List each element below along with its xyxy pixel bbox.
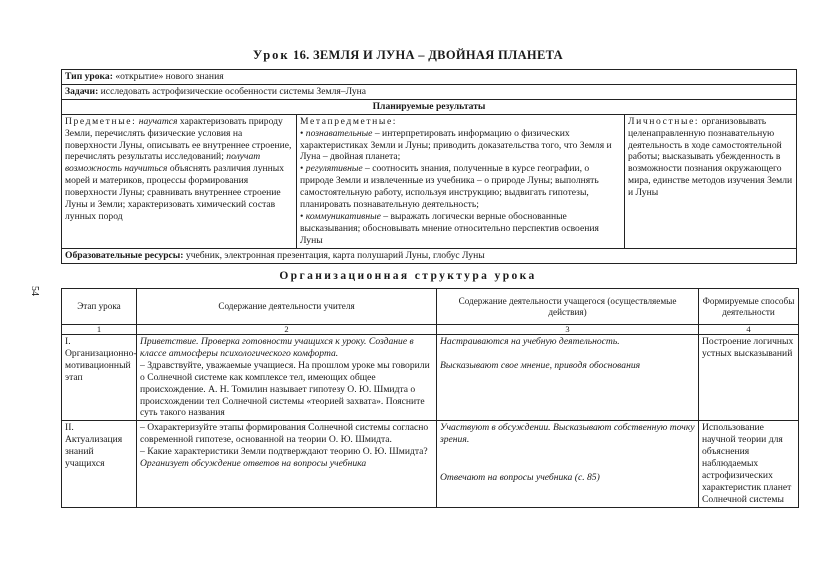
header-stage: Этап урока <box>62 289 137 325</box>
subject-text-2: объяснять различия лунных морей и материков, процессы формирования поверхности Луны; сравнивать внутреннее строение Луны и Земли; характеризовать химический состав лунных пород <box>65 163 285 222</box>
personal-results-cell <box>625 114 797 248</box>
teacher-cell <box>137 421 437 507</box>
student-text-1: Настраиваются на учебную деятельность. <box>440 336 620 347</box>
student-text-2: Отвечают на вопросы учебника (с. 85) <box>440 472 600 484</box>
personal-results-label: Личностные: <box>628 115 700 127</box>
stage-cell: I. Организационно-мотивационный этап <box>62 335 137 421</box>
personal-results-text: организовывать целенаправленную познавательную деятельность в ходе самостоятельной работы; высказывать убежденность в возможности познания окружающего мира, единстве методов изучения Земли и Луны <box>628 115 793 199</box>
regulatory-label: регулятивные <box>305 163 363 175</box>
cognitive-text: – интерпретировать информацию о физических характеристиках Земли и Луны; приводить доказательства того, что Земля и Луна – двойная планета; <box>300 127 612 163</box>
subject-results-cell <box>62 114 297 248</box>
student-text-2: Высказывают свое мнение, приводя обоснования <box>440 359 641 371</box>
lesson-plan-table <box>61 69 797 264</box>
cognitive-label: познавательные <box>305 127 373 139</box>
structure-header-row <box>62 289 799 325</box>
resources-label: Образовательные ресурсы: <box>65 249 184 261</box>
lesson-title-text: 16. ЗЕМЛЯ И ЛУНА – ДВОЙНАЯ ПЛАНЕТА <box>293 48 563 62</box>
tasks-label: Задачи: <box>65 85 99 97</box>
tasks-row <box>62 84 797 99</box>
lesson-title <box>0 48 816 63</box>
page-number: 54 <box>29 286 40 296</box>
header-methods: Формируемые способы деятельности <box>699 289 799 325</box>
meta-results-cell: Метапредметные: • познавательные – интерпретировать информацию о физических характеристиках Земли и Луны; приводить доказательства того, что Земля и Луна – двойная планета; • регулятивные – соотносить знания, полученные в курсе географии, о природе Земли и извлеченные из учебника – о природе Луны; выполнять самостоятельную работу, используя инструкцию; выдвигать гипотезы, планировать познавательную деятельность; • коммуникативные – выражать логически верные обоснованные высказывания; обосновывать мнение относительно перспектив освоения Луны <box>297 114 625 248</box>
subject-intro-italic: научатся <box>138 115 178 127</box>
resources-value: учебник, электронная презентация, карта полушарий Луны, глобус Луны <box>185 249 485 261</box>
methods-cell: Построение логичных устных высказываний <box>699 335 799 421</box>
student-cell <box>437 421 699 507</box>
tasks-value: исследовать астрофизические особенности системы Земля–Луна <box>100 85 367 97</box>
col-number: 2 <box>137 325 437 335</box>
subject-results-label: Предметные: <box>65 115 137 127</box>
regulatory-text: – соотносить знания, полученные в курсе географии, о природе Земли и извлеченные из учебника – о природе Луны; выполнять самостоятельную работу, используя инструкцию; выдвигать гипотезы, планировать познавательную деятельность; <box>300 163 599 211</box>
lesson-structure-table <box>61 288 799 508</box>
col-number: 4 <box>699 325 799 335</box>
teacher-text: – Здравствуйте, уважаемые учащиеся. На прошлом уроке мы говорили о Солнечной системе как комплексе тел, имеющих общее происхождение. А. Н. Томилин называет гипотезу О. Ю. Шмидта о происхождении тел Солнечной системы «теорией захвата». Поясните суть такого названия <box>140 359 430 419</box>
stage-cell: II. Актуализация знаний учащихся <box>62 421 137 507</box>
table-row <box>62 335 799 421</box>
header-teacher: Содержание деятельности учителя <box>137 289 437 325</box>
col-number: 3 <box>437 325 699 335</box>
table-row <box>62 421 799 507</box>
lesson-type-row <box>62 70 797 85</box>
resources-row <box>62 248 797 263</box>
column-numbers-row <box>62 325 799 335</box>
lesson-type-label: Тип урока: <box>65 71 113 82</box>
teacher-text-1: – Охарактеризуйте этапы формирования Солнечной системы согласно современной гипотезе, основанной на теории О. Ю. Шмидта. <box>140 422 429 446</box>
planned-results-header-row <box>62 99 797 114</box>
structure-title: Организационная структура урока <box>279 270 537 282</box>
planned-results-header: Планируемые результаты <box>62 99 797 114</box>
subject-mid-italic: получат возможность научиться <box>65 151 261 175</box>
teacher-italic: Организует обсуждение ответов на вопросы учебника <box>140 458 367 470</box>
header-student: Содержание деятельности учащегося (осуществляемые действия) <box>437 289 699 325</box>
teacher-italic: Приветствие. Проверка готовности учащихся к уроку. Создание в классе атмосферы психологического комфорта. <box>140 336 414 359</box>
communicative-label: коммуникативные <box>305 210 381 222</box>
communicative-text: – выражать логически верные обоснованные высказывания; обосновывать мнение относительно перспектив освоения Луны <box>300 210 599 246</box>
student-text-1: Участвуют в обсуждении. Высказывают собственную точку зрения. <box>440 422 695 446</box>
planned-results-row <box>62 114 797 248</box>
lesson-type-value: «открытие» нового знания <box>115 71 224 82</box>
student-cell <box>437 335 699 421</box>
teacher-cell <box>137 335 437 421</box>
subject-text-1: характеризовать природу Земли, перечислять физические условия на поверхности Луны, описывать ее внутреннее строение, перечислять результаты исследований; <box>65 115 292 163</box>
teacher-text-2: – Какие характеристики Земли подтверждают теорию О. Ю. Шмидта? <box>140 446 428 458</box>
meta-results-label: Метапредметные: <box>300 115 398 127</box>
lesson-title-prefix: Урок <box>253 48 290 62</box>
methods-cell: Использование научной теории для объяснения наблюдаемых астрофизических характеристик планет Солнечной системы <box>699 421 799 507</box>
col-number: 1 <box>62 325 137 335</box>
